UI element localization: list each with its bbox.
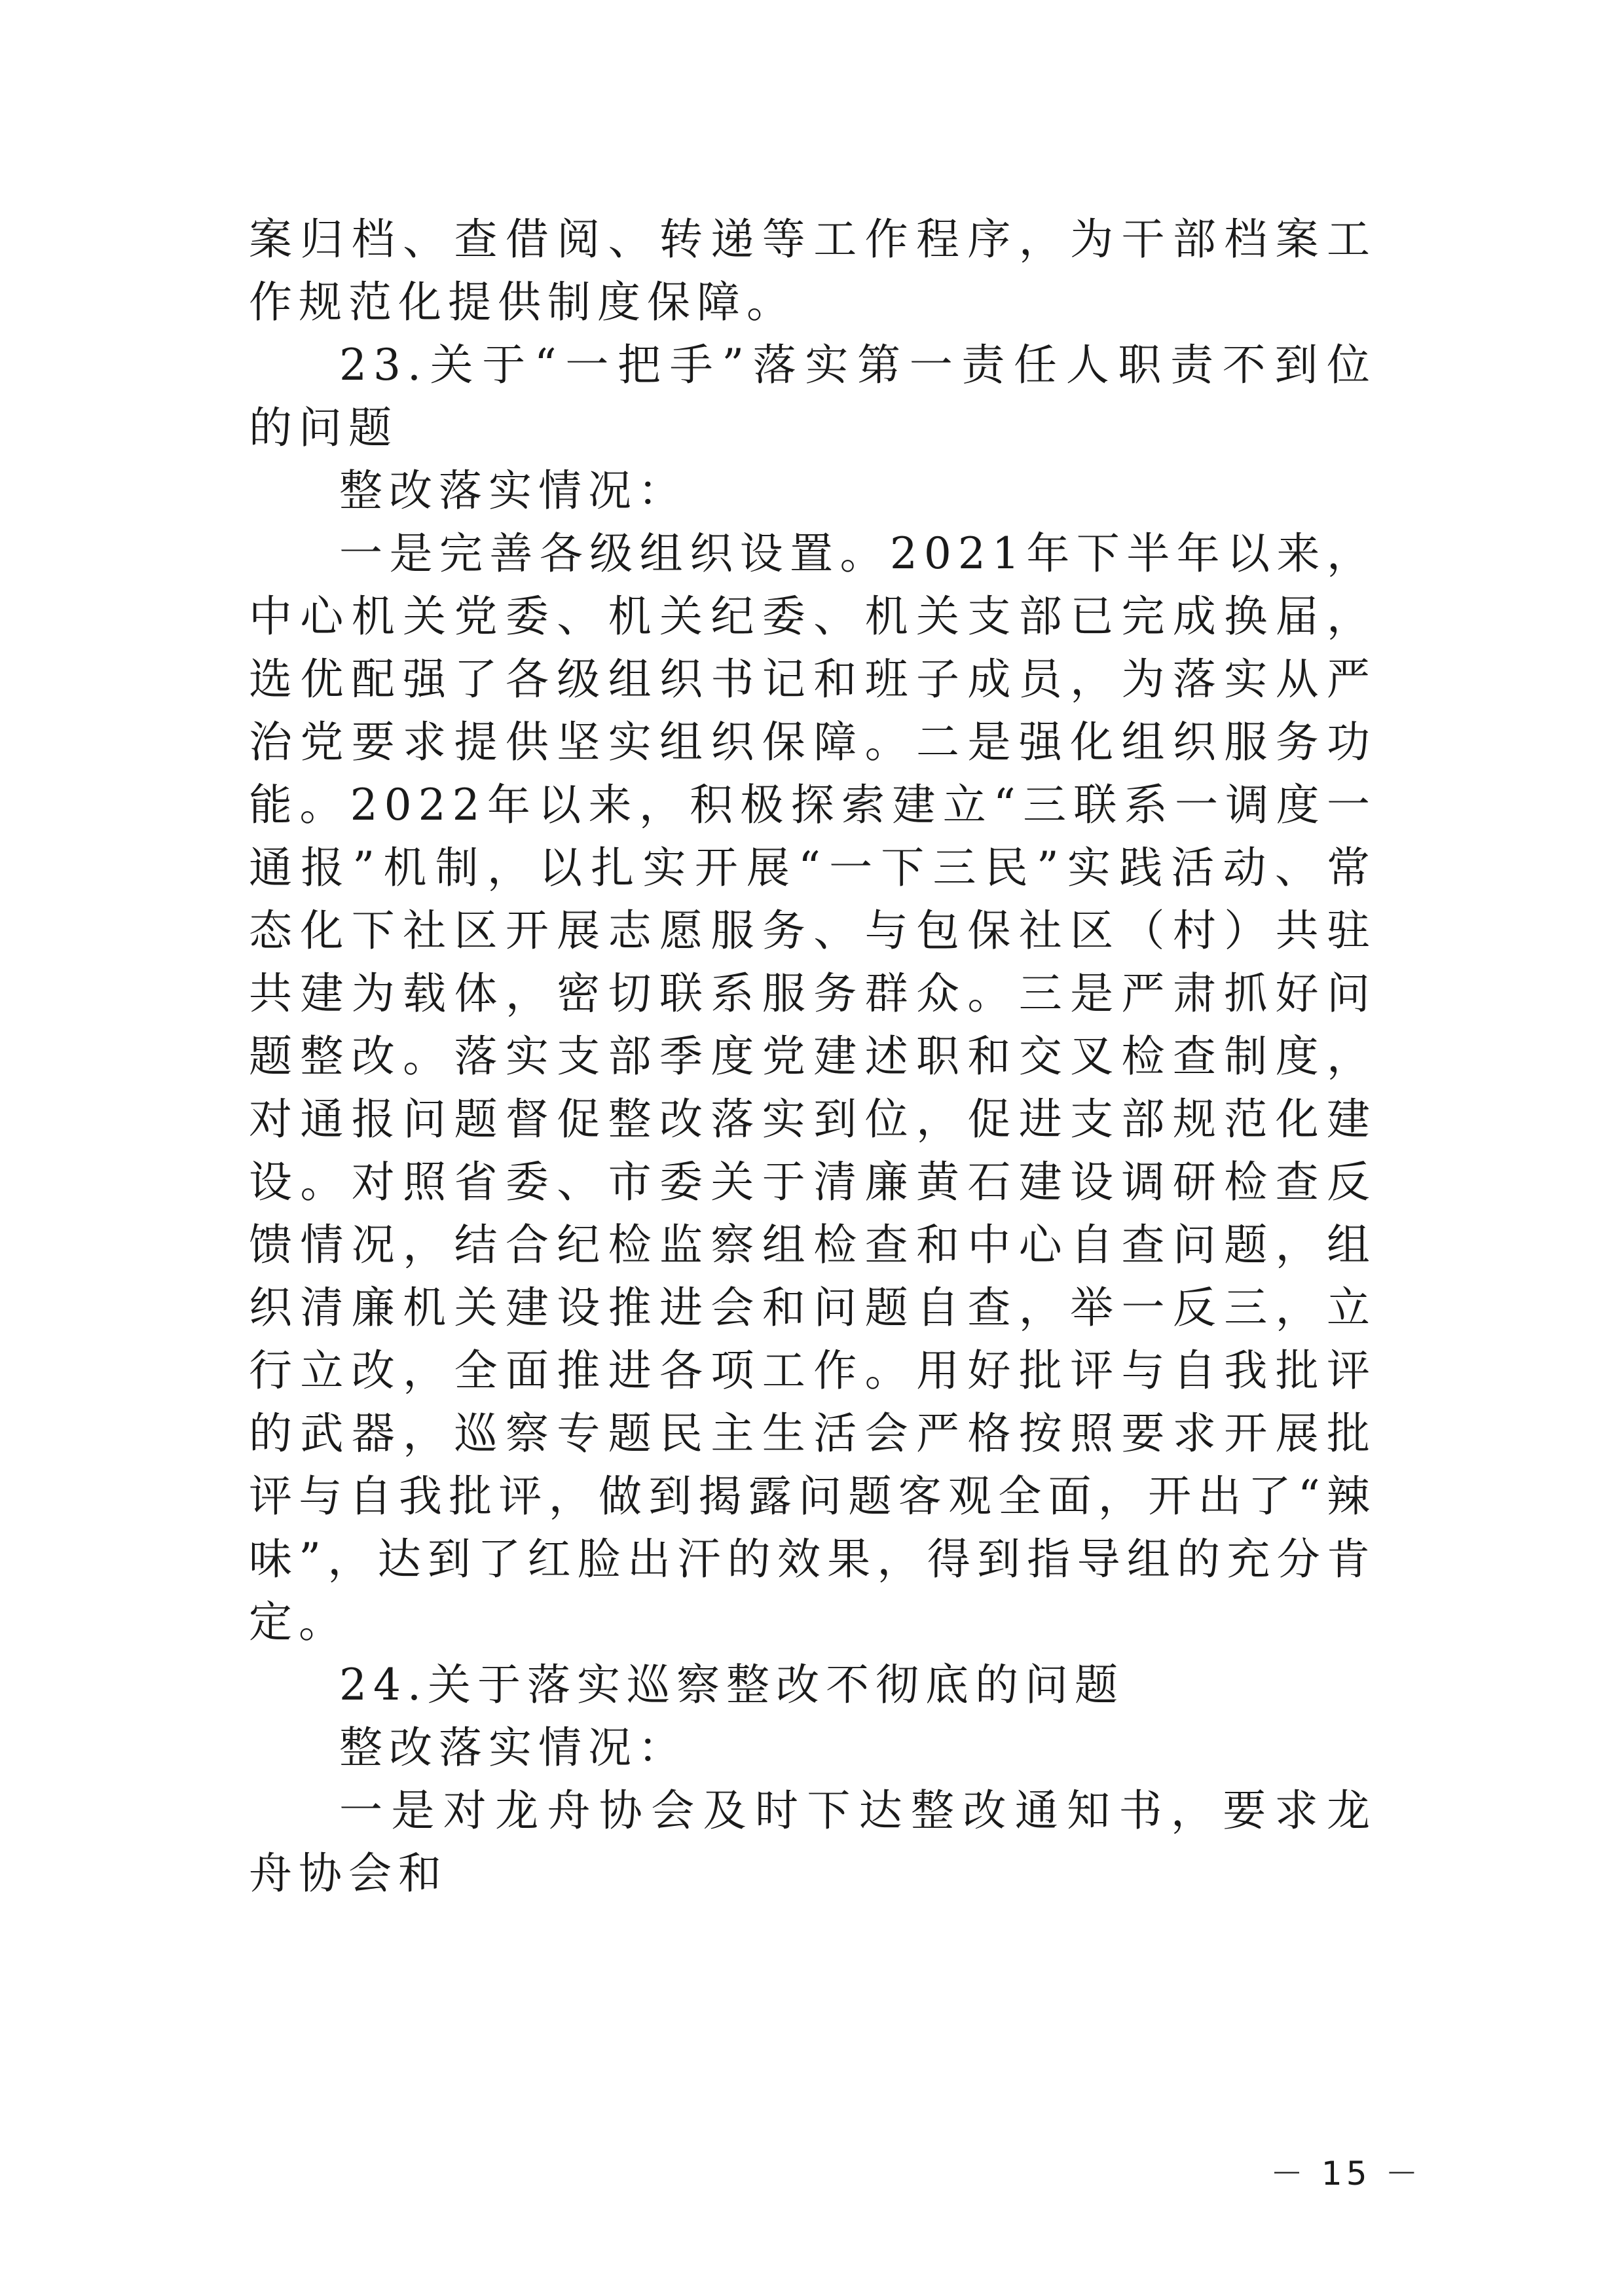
body-text — [249, 208, 1376, 1905]
paragraph-measures-23: 一是完善各级组织设置。2021年下半年以来，中心机关党委、机关纪委、机关支部已完成换届，选优配强了各级组织书记和班子成员，为落实从严治党要求提供坚实组织保障。二是强化组织服务功能。2022年以来，积极探索建立“三联系一调度一通报”机制，以扎实开展“一下三民”实践活动、常态化下社区开展志愿服务、与包保社区（村）共驻共建为载体，密切联系服务群众。三是严肃抓好问题整改。落实支部季度党建述职和交叉检查制度，对通报问题督促整改落实到位，促进支部规范化建设。对照省委、市委关于清廉黄石建设调研检查反馈情况，结合纪检监察组检查和中心自查问题，组织清廉机关建设推进会和问题自查，举一反三，立行立改，全面推进各项工作。用好批评与自我批评的武器，巡察专题民主生活会严格按照要求开展批评与自我批评，做到揭露问题客观全面，开出了“辣味”，达到了红脸出汗的效果，得到指导组的充分肯定。 — [249, 528, 1376, 1647]
page-number: － 15 － — [1270, 2155, 1422, 2193]
section-heading-24: 24.关于落实巡察整改不彻底的问题 — [339, 1660, 1124, 1710]
section-heading-23: 23.关于“一把手”落实第一责任人职责不到位的问题 — [249, 340, 1376, 453]
subheading-rectification-24: 整改落实情况： — [339, 1722, 688, 1773]
subheading-rectification-23: 整改落实情况： — [339, 465, 688, 516]
paragraph-measures-24: 一是对龙舟协会及时下达整改通知书，要求龙舟协会和 — [249, 1785, 1376, 1899]
paragraph-continuation: 案归档、查借阅、转递等工作程序，为干部档案工作规范化提供制度保障。 — [249, 214, 1376, 327]
